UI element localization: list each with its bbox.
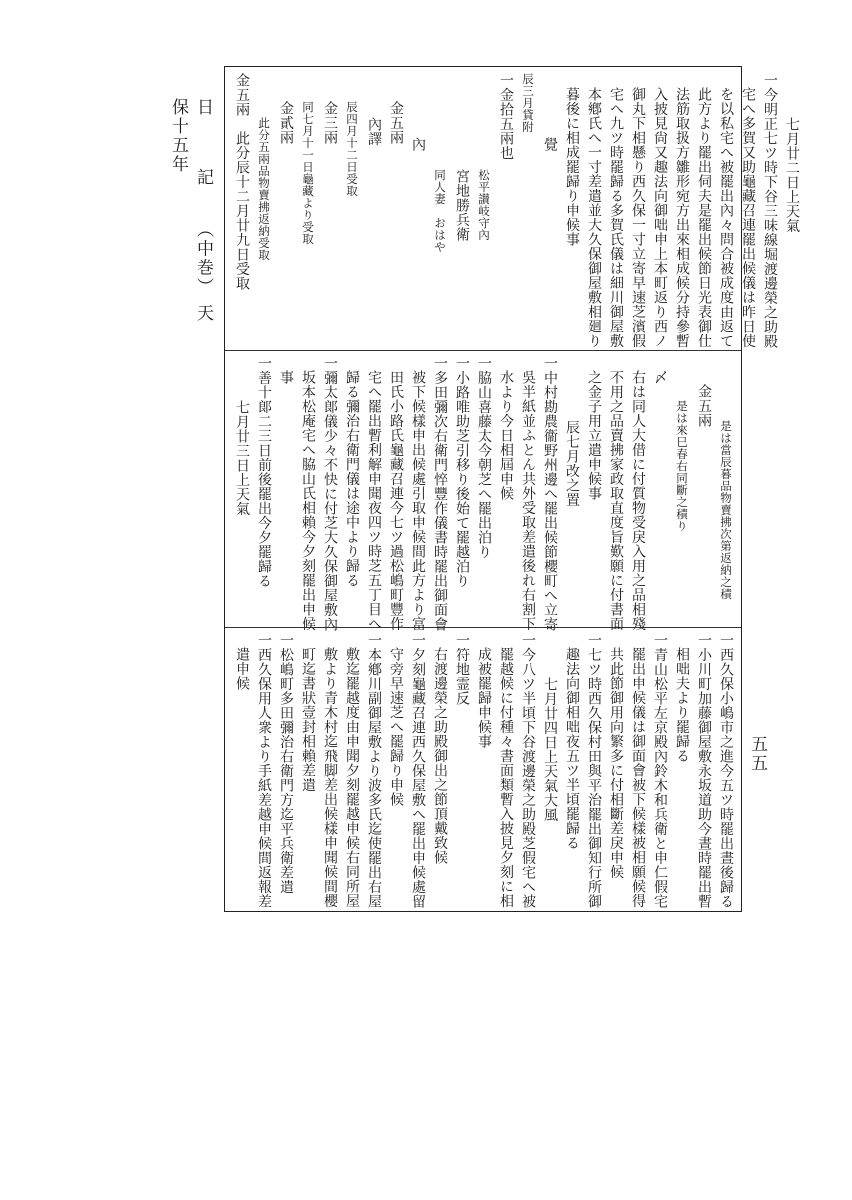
text-line: 趣法向御相咄夜五ツ半頃罷歸る <box>564 647 580 850</box>
text-line: 此方より罷出伺夫是罷出候節日光表御仕 <box>696 87 712 348</box>
text-band-bottom <box>231 633 737 907</box>
text-line: 坂本松庵宅へ脇山氏相賴今夕刻罷出申候 <box>300 370 316 631</box>
text-line: 一小川町加藤御屋敷永坂道助今晝時罷出暫 <box>696 633 712 909</box>
text-line: 一西久保小嶋市之進今五ツ時罷出晝後歸る <box>718 633 734 909</box>
text-line: 一今明正七ツ時下谷三味線堀渡邊榮之助殿 <box>762 73 778 349</box>
text-line: 一脇山喜藤太今朝芝へ罷出泊り <box>476 356 492 559</box>
text-line: 覺 <box>542 137 558 152</box>
text-line: 一本鄕川副御屋敷より波多氏迄使罷出右屋 <box>366 633 382 909</box>
text-line: 〆 <box>652 370 668 385</box>
text-line: 宅へ九ツ時罷歸る多賀氏儀は細川御屋敷 <box>608 87 624 348</box>
text-line: 田氏小路氏龜藏召連今七ツ過松嶋町豐作 <box>388 370 404 631</box>
text-line: 辰七月改之置 <box>564 420 580 507</box>
text-line: 宅へ多賀又助龜藏召連罷出候儀は昨日使 <box>740 87 756 348</box>
text-line: 金五兩 <box>696 384 712 428</box>
text-line: 町迄書狀壹封相賴差遣 <box>300 647 316 792</box>
text-line: 宮地勝兵衛 <box>454 169 470 242</box>
text-line: 金五兩 此分辰十二月廿九日受取 <box>234 73 250 291</box>
text-line: 金五兩 <box>388 101 404 145</box>
text-line: 一善十郞二三日前後罷出今夕罷歸る <box>256 356 272 588</box>
text-line: 七月廿三日上天氣 <box>234 400 250 516</box>
text-line: 入披見尙又趣法向御咄申上本町返り西ノ <box>652 87 668 348</box>
text-line: を以私宅へ被罷出內々問合被成度由返て <box>718 87 734 348</box>
text-line: 暮後に相成罷歸り申候事 <box>564 87 580 247</box>
text-line: 相咄夫より罷歸る <box>674 647 690 763</box>
text-line: 一西久保用人衆より手紙差越申候間返報差 <box>256 633 272 909</box>
text-line: 成被罷歸申候事 <box>476 647 492 749</box>
text-line: 水より今日相屆申候 <box>498 370 514 501</box>
text-line: 同人妻 おはや <box>433 169 447 253</box>
text-line: 法筋取扱方雛形宛方出來相成候分持參暫 <box>674 87 690 348</box>
text-line: 不用之品賣拂家政取直度旨歎願に付書面 <box>608 370 624 631</box>
text-line: 敷迄罷越度由申聞夕刻罷越申候右同所屋 <box>344 647 360 908</box>
text-line: 歸る彌治右衛門儀は途中より歸る <box>344 370 360 588</box>
text-line: 右は同人大借に付質物受戾入用之品相殘 <box>630 370 646 631</box>
text-line: 一今八ツ半頃下谷渡邊榮之助殿芝假宅へ被 <box>520 633 536 909</box>
page-number: 五五 <box>747 735 767 773</box>
header-title: 日 記 <box>193 98 213 203</box>
text-line: 右渡邊榮之助殿御出之節頂戴致候 <box>432 647 448 865</box>
text-band-top <box>231 73 800 349</box>
text-line: 內 <box>410 137 426 152</box>
text-line: 宅へ罷出暫利解申聞夜四ツ時芝五丁目へ <box>366 370 382 631</box>
text-line: 是は來巳春右同斷之積り <box>675 400 689 532</box>
text-column <box>231 633 737 907</box>
text-column <box>231 356 737 632</box>
text-line: 守旁早速芝へ罷歸り申候 <box>388 647 404 807</box>
text-line: 一青山松平左京殿內鈴木和兵衛と申仁假宅 <box>652 633 668 909</box>
header-volume: （中巻） <box>193 220 213 297</box>
text-line: 七月廿二日上天氣 <box>784 117 800 233</box>
text-line: 一小路唯助芝引移り後始て罷越泊り <box>454 356 470 588</box>
text-line: 內譯 <box>366 117 382 146</box>
text-line: 御丸下相懸り西久保一寸立寄早速芝濱假 <box>630 87 646 348</box>
text-line: 辰三月貸附 <box>521 73 535 133</box>
text-line: 金貳兩 <box>278 101 294 145</box>
text-line: 事 <box>278 370 294 385</box>
text-line: 本鄕氏へ一寸差遣並大久保御屋敷相廻り <box>586 87 602 348</box>
text-line: 一松嶋町多田彌治右衛門方迄平兵衛差遣 <box>278 633 294 894</box>
text-line: 是は當辰暮品物賣拂次第返納之積 <box>719 420 733 600</box>
text-line: 一彌太郞儀少々不快に付芝大久保御屋敷內 <box>322 356 338 632</box>
text-line: 一夕刻龜藏召連西久保屋敷へ罷出申候處留 <box>410 633 426 909</box>
text-line: 被下候樣申出候處引取申候間此方より富 <box>410 370 426 631</box>
running-header <box>168 98 216 328</box>
text-column <box>231 73 803 349</box>
text-line: 一中村勘農衞野州邊へ罷出候節櫻町へ立寄 <box>542 356 558 632</box>
text-line: 一金拾五兩也 <box>498 73 514 160</box>
text-line: 敷より青木村迄飛脚差出候樣申聞候間櫻 <box>322 647 338 908</box>
text-line: 一符地霊反 <box>454 633 470 706</box>
text-line: 遣申候 <box>234 647 250 691</box>
text-line: 之金子用立遣申候事 <box>586 370 602 501</box>
text-line: 同七月十一日龜藏より受取 <box>301 101 315 245</box>
text-line: 一多田彌次右衛門悴豐作儀書時罷出御面會 <box>432 356 448 632</box>
text-line: 七月廿四日上天氣大風 <box>542 677 558 822</box>
text-line: 罷出申候儀は御面會被下候樣被相願候得 <box>630 647 646 908</box>
text-line: 松平讃岐守內 <box>477 169 491 241</box>
text-line: 共此節御用向繁多に付相斷差戾申候 <box>608 647 624 879</box>
header-era: 天保十五年 <box>168 98 213 323</box>
text-line: 罷越候に付種々書面類暫入披見夕刻に相 <box>498 647 514 908</box>
text-line: 此分五兩品物賣拂返納受取 <box>257 117 271 261</box>
band-divider <box>225 350 741 351</box>
text-line: 辰四月十二日受取 <box>345 101 359 197</box>
text-line: 吳半紙並ふとん共外受取差遣後れ右割下 <box>520 370 536 631</box>
text-line: 金三兩 <box>322 101 338 145</box>
text-band-middle <box>231 356 737 632</box>
text-line: 一七ツ時西久保村田與平治罷出御知行所御 <box>586 633 602 909</box>
